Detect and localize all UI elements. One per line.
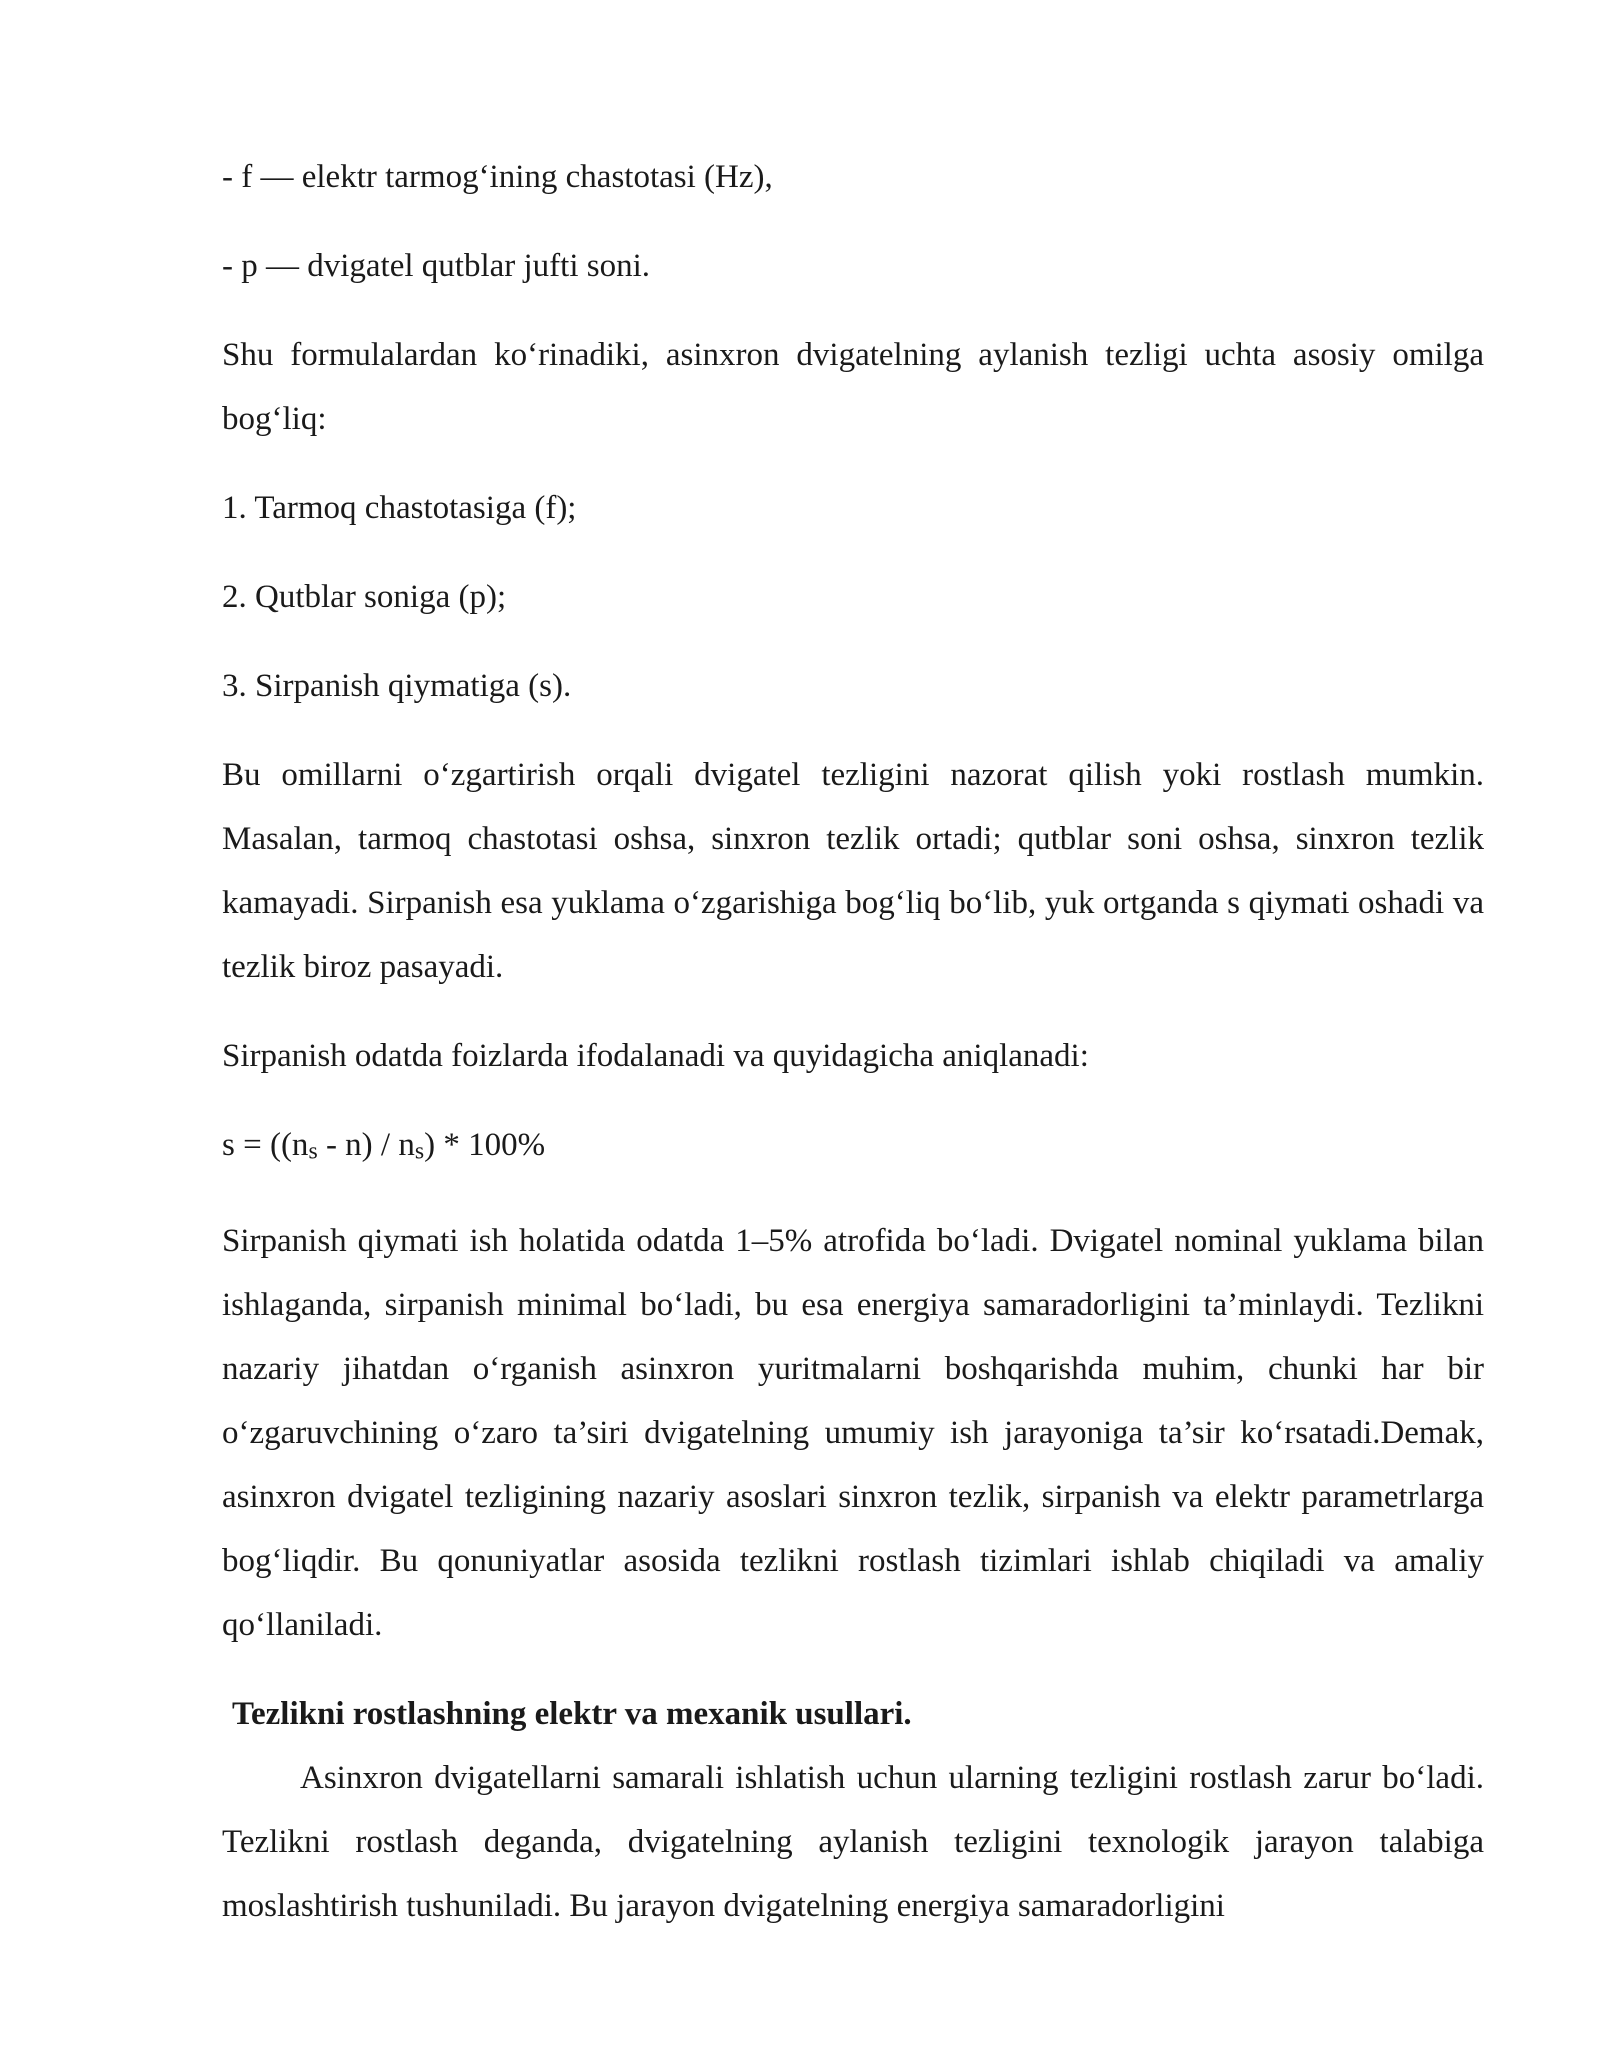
methods-paragraph: Asinxron dvigatellarni samarali ishlatish uchun ularning tezligini rostlash zarur bo‘ladi. Tezlikni rostlash deganda, dvigatelning aylanish tezligini texnologik jarayon talabiga moslashtirish tushuniladi. Bu jarayon dvigatelning energiya samaradorligini [222, 1759, 1484, 1924]
slip-formula [222, 1113, 1484, 1184]
formula-mid: - n) / n [317, 1127, 415, 1163]
definition-p: - p — dvigatel qutblar jufti soni. [222, 248, 651, 284]
formula-lhs: s = ((n [222, 1127, 309, 1163]
list-item-2: 2. Qutblar soniga (p); [222, 579, 507, 615]
definition-f: - f — elektr tarmog‘ining chastotasi (Hz), [222, 159, 773, 195]
document-body [222, 145, 1484, 1938]
intro-paragraph: Shu formulalardan ko‘rinadiki, asinxron dvigatelning aylanish tezligi uchta asosiy omilga bog‘liq: [222, 337, 1484, 437]
formula-subscript-2: s [414, 1138, 425, 1165]
formula-rhs: ) * 100% [424, 1127, 546, 1163]
list-item-1: 1. Tarmoq chastotasiga (f); [222, 490, 577, 526]
list-item-3: 3. Sirpanish qiymatiga (s). [222, 668, 572, 704]
section-heading: Tezlikni rostlashning elektr va mexanik usullari. [232, 1695, 912, 1732]
control-paragraph: Bu omillarni o‘zgartirish orqali dvigatel tezligini nazorat qilish yoki rostlash mumkin. Masalan, tarmoq chastotasi oshsa, sinxron tezlik ortadi; qutblar soni oshsa, sinxron tezlik kamayadi. Sirpanish esa yuklama o‘zgarishiga bog‘liq bo‘lib, yuk ortganda s qiymati oshadi va tezlik biroz pasayadi. [222, 757, 1484, 985]
formula-subscript-1: s [308, 1138, 318, 1165]
slip-paragraph: Sirpanish qiymati ish holatida odatda 1–5% atrofida bo‘ladi. Dvigatel nominal yuklama bilan ishlaganda, sirpanish minimal bo‘ladi, bu esa energiya samaradorligini ta’minlaydi. Tezlikni nazariy jihatdan o‘rganish asinxron yuritmalarni boshqarishda muhim, chunki har bir o‘zgaruvchining o‘zaro ta’siri dvigatelning umumiy ish jarayoniga ta’sir ko‘rsatadi.Demak, asinxron dvigatel tezligining nazariy asoslari sinxron tezlik, sirpanish va elektr parametrlarga bog‘liqdir. Bu qonuniyatlar asosida tezlikni rostlash tizimlari ishlab chiqiladi va amaliy qo‘llaniladi. [222, 1222, 1484, 1643]
slip-intro: Sirpanish odatda foizlarda ifodalanadi va quyidagicha aniqlanadi: [222, 1038, 1089, 1074]
